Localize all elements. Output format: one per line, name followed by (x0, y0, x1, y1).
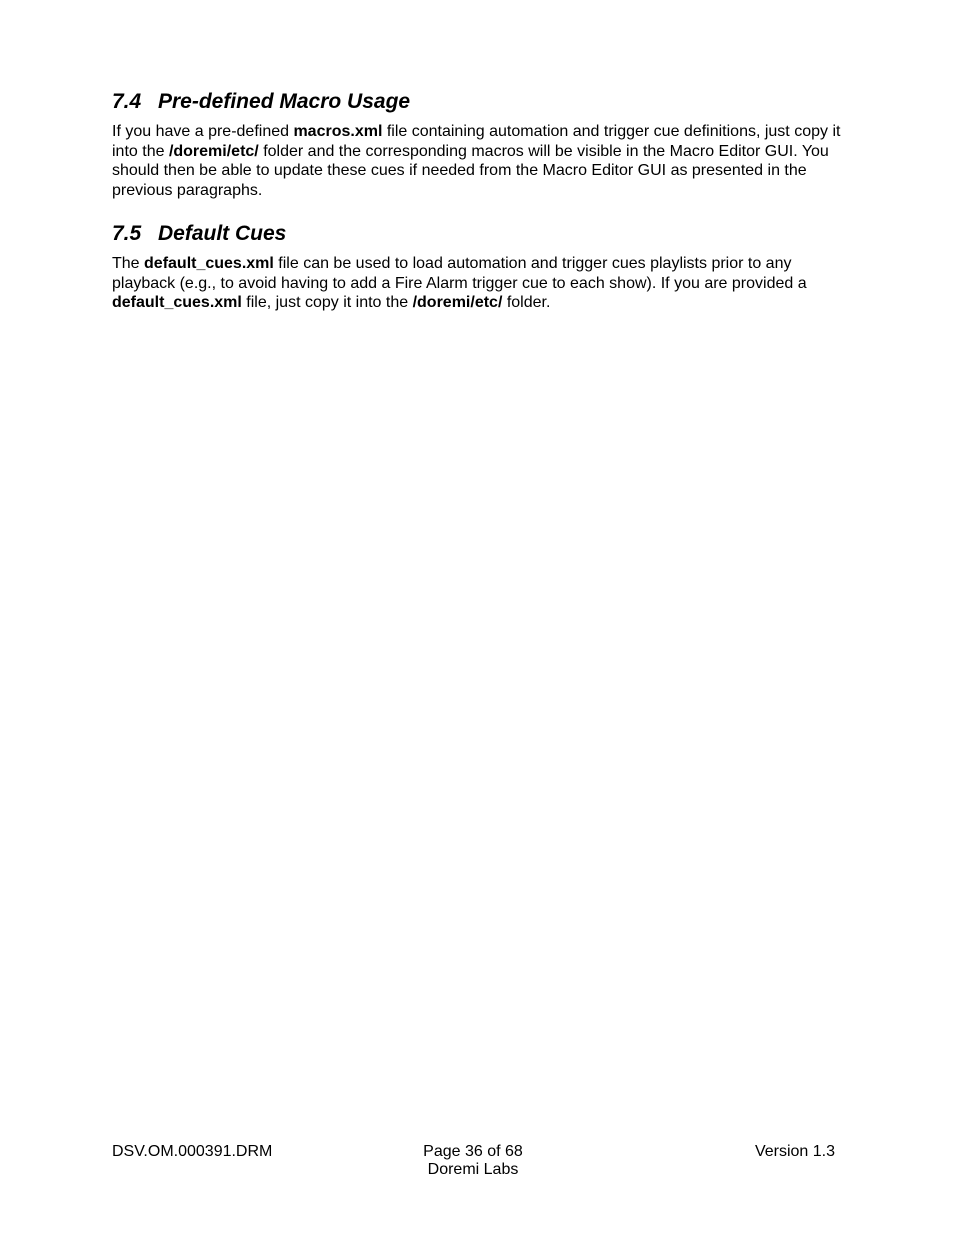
section-title: Default Cues (158, 222, 287, 245)
section-paragraph (112, 122, 848, 200)
section-number: 7.5 (112, 222, 142, 245)
section-7-5 (112, 221, 848, 313)
text-run: folder and the corresponding macros will be visible in the Macro Editor GUI. You should then be able to update these cues if needed from the Macro Editor GUI as presented in the previous paragraphs. (112, 142, 829, 199)
bold-term: macros.xml (293, 123, 383, 140)
footer-version: Version 1.3 (754, 1143, 835, 1160)
section-heading (112, 221, 848, 247)
section-paragraph (112, 254, 848, 313)
bold-term: /doremi/etc/ (168, 142, 259, 160)
bold-term: /doremi/etc/ (412, 294, 503, 311)
section-7-4 (112, 89, 848, 200)
bold-term: default_cues.xml (112, 294, 242, 311)
section-number: 7.4 (112, 90, 142, 113)
text-run: file containing automation and trigger cue definitions, just copy it into the (112, 123, 841, 160)
footer-page-number: Page 36 of 68 (423, 1143, 523, 1160)
footer-center (373, 1143, 573, 1179)
text-run: If you have a pre-defined (112, 123, 294, 140)
bold-term: default_cues.xml (144, 255, 274, 272)
footer-company: Doremi Labs (427, 1161, 519, 1178)
text-run: file, just copy it into the (241, 294, 413, 311)
text-run: file can be used to load automation and trigger cues playlists prior to any playback (e.g., to avoid having to add a Fire Alarm trigger cue to each show). If you are provided a (112, 255, 807, 292)
section-title: Pre-defined Macro Usage (158, 90, 411, 113)
text-run: folder. (502, 294, 551, 311)
section-heading (112, 89, 848, 115)
footer-doc-id: DSV.OM.000391.DRM (112, 1143, 273, 1160)
text-run: The (112, 255, 145, 272)
